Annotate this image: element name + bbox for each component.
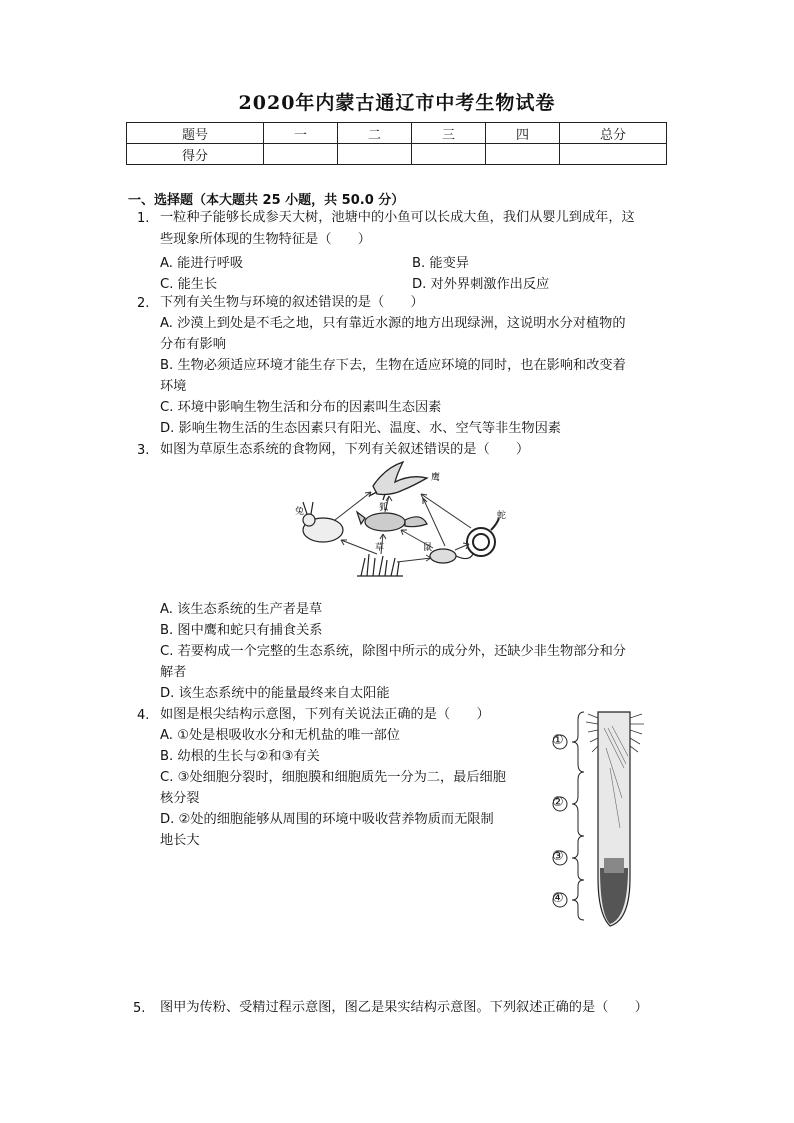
table-cell[interactable]	[338, 144, 412, 165]
table-cell[interactable]	[412, 144, 486, 165]
figure-label-3: ③	[552, 849, 564, 864]
snake-drawing	[467, 518, 499, 556]
question-number: 3.	[137, 443, 150, 458]
question-text: 下列有关生物与环境的叙述错误的是（ ）	[160, 295, 424, 310]
figure-label-2: ②	[552, 795, 564, 810]
option-d[interactable]: D. 该生态系统中的能量最终来自太阳能	[160, 686, 390, 701]
question-text: 些现象所体现的生物特征是（ ）	[160, 232, 371, 247]
table-cell: 总分	[560, 123, 667, 144]
eagle-drawing	[369, 462, 427, 500]
figure-label-fox: 狐	[379, 503, 389, 513]
table-cell[interactable]	[560, 144, 667, 165]
option-b[interactable]: B. 生物必须适应环境才能生存下去，生物在适应环境的同时，也在影响和改变着	[160, 358, 626, 373]
figure-label-1: ①	[552, 733, 564, 748]
rabbit-drawing	[303, 502, 343, 542]
table-cell: 三	[412, 123, 486, 144]
option-c-cont[interactable]: 核分裂	[160, 791, 200, 806]
fox-drawing	[357, 512, 427, 531]
option-c[interactable]: C. 能生长	[160, 277, 218, 292]
table-cell[interactable]	[264, 144, 338, 165]
question-number: 1.	[137, 211, 150, 226]
exam-title: 2020年内蒙古通辽市中考生物试卷	[238, 92, 556, 114]
table-cell[interactable]	[486, 144, 560, 165]
option-c[interactable]: C. ③处细胞分裂时，细胞膜和细胞质先一分为二，最后细胞	[160, 770, 506, 785]
region-labels	[553, 735, 567, 907]
question-number: 4.	[137, 708, 150, 723]
option-c[interactable]: C. 若要构成一个完整的生态系统，除图中所示的成分外，还缺少非生物部分和分	[160, 644, 626, 659]
region-braces	[572, 712, 584, 920]
option-b[interactable]: B. 能变异	[412, 256, 469, 271]
question-text: 图甲为传粉、受精过程示意图，图乙是果实结构示意图。下列叙述正确的是（ ）	[160, 1000, 648, 1015]
option-d[interactable]: D. 对外界刺激作出反应	[412, 277, 550, 292]
question-number: 5.	[133, 1001, 146, 1016]
root-tip-drawing	[586, 712, 644, 926]
option-c[interactable]: C. 环境中影响生物生活和分布的因素叫生态因素	[160, 400, 442, 415]
section-heading: 一、选择题（本大题共 25 小题，共 50.0 分）	[128, 193, 405, 208]
question-number: 2.	[137, 296, 150, 311]
option-a[interactable]: A. 能进行呼吸	[160, 256, 244, 271]
option-b[interactable]: B. 幼根的生长与②和③有关	[160, 749, 320, 764]
option-b[interactable]: B. 图中鹰和蛇只有捕食关系	[160, 623, 323, 638]
grass-drawing	[357, 554, 403, 576]
option-a-cont[interactable]: 分布有影响	[160, 337, 226, 352]
table-row	[127, 123, 667, 144]
figure-label-rabbit: 兔	[295, 507, 305, 517]
table-cell: 四	[486, 123, 560, 144]
option-a[interactable]: A. ①处是根吸收水分和无机盐的唯一部位	[160, 728, 400, 743]
table-cell: 二	[338, 123, 412, 144]
option-b-cont[interactable]: 环境	[160, 379, 187, 394]
figure-label-grass: 草	[375, 543, 385, 553]
option-a[interactable]: A. 沙漠上到处是不毛之地，只有靠近水源的地方出现绿洲，这说明水分对植物的	[160, 316, 626, 331]
figure-label-snake: 蛇	[497, 511, 507, 521]
option-d[interactable]: D. 影响生物生活的生态因素只有阳光、温度、水、空气等非生物因素	[160, 421, 561, 436]
option-d[interactable]: D. ②处的细胞能够从周围的环境中吸收营养物质而无限制	[160, 812, 494, 827]
table-cell: 得分	[127, 144, 264, 165]
option-d-cont[interactable]: 地长大	[160, 833, 200, 848]
question-text: 一粒种子能够长成参天大树，池塘中的小鱼可以长成大鱼，我们从婴儿到成年，这	[160, 210, 635, 225]
food-web-figure	[285, 458, 525, 580]
root-tip-figure	[548, 708, 658, 930]
question-text: 如图是根尖结构示意图，下列有关说法正确的是（ ）	[160, 707, 490, 722]
table-cell: 题号	[127, 123, 264, 144]
score-table	[126, 122, 667, 165]
figure-label-mouse: 鼠	[423, 543, 433, 553]
table-row	[127, 144, 667, 165]
mouse-drawing	[430, 549, 473, 563]
option-a[interactable]: A. 该生态系统的生产者是草	[160, 602, 323, 617]
table-cell: 一	[264, 123, 338, 144]
figure-label-eagle: 鹰	[431, 473, 441, 483]
option-c-cont[interactable]: 解者	[160, 665, 187, 680]
question-text: 如图为草原生态系统的食物网，下列有关叙述错误的是（ ）	[160, 442, 530, 457]
figure-label-4: ④	[552, 891, 564, 906]
